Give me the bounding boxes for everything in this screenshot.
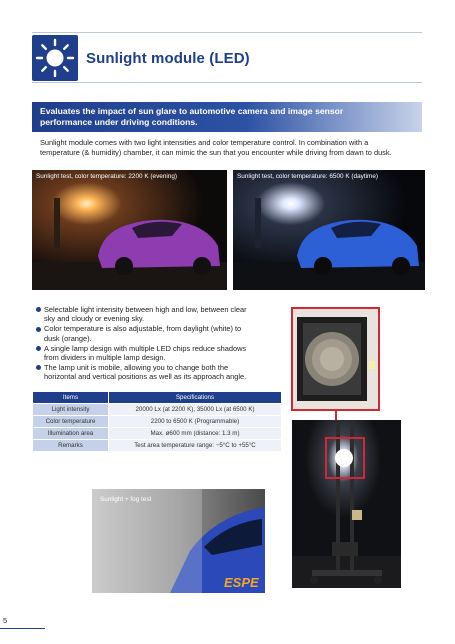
- table-cell-spec: 20000 Lx (at 2200 K), 35000 Lx (at 6500 K): [109, 404, 282, 416]
- table-cell-spec: Max. ø600 mm (distance: 1.3 m): [109, 428, 282, 440]
- intro-line-2: temperature (& humidity) chamber, it can mimic the sun that you encounter while driving from dawn to dusk.: [40, 148, 392, 157]
- list-item: The lamp unit is mobile, allowing you to change both the horizontal and vertical positions as well as its approach angle.: [36, 363, 290, 382]
- intro-paragraph: [40, 138, 416, 158]
- lamp-rig-photo: [292, 420, 401, 588]
- table-cell-item: Color temperature: [33, 416, 109, 428]
- list-item: A single lamp design with multiple LED chips reduce shadows from dividers in multiple lamp design.: [36, 344, 290, 363]
- page-number-rule: [0, 628, 45, 629]
- table-header-items: Items: [33, 392, 109, 404]
- table-cell-item: Illumination area: [33, 428, 109, 440]
- feature-list: [36, 305, 290, 382]
- banner-line-1: Evaluates the impact of sun glare to automotive camera and image sensor: [40, 106, 344, 116]
- header-bottom-rule: [32, 82, 422, 83]
- daytime-test-photo: [233, 170, 425, 290]
- header-top-rule: [32, 32, 422, 33]
- summary-banner: [32, 102, 422, 132]
- bullet-dot-icon: [36, 365, 41, 370]
- sun-icon: [32, 35, 78, 81]
- table-row: [33, 428, 282, 440]
- list-item: Selectable light intensity between high and low, between clear sky and cloudy or evening sky.: [36, 305, 290, 324]
- fog-photo-caption: Sunlight + fog test: [100, 496, 152, 503]
- sunlight-logo: [32, 35, 78, 81]
- table-row: [33, 404, 282, 416]
- lamp-detail-photo: [291, 307, 380, 411]
- daytime-photo-caption: Sunlight test, color temperature: 6500 K (daytime): [237, 173, 379, 180]
- page-title: Sunlight module (LED): [86, 50, 250, 67]
- evening-test-photo: [32, 170, 227, 290]
- table-cell-spec: Test area temperature range: −5°C to +55°C: [109, 440, 282, 452]
- bullet-dot-icon: [36, 307, 41, 312]
- table-row: [33, 416, 282, 428]
- page-number: 5: [3, 616, 8, 625]
- table-cell-item: Light intensity: [33, 404, 109, 416]
- list-item: Color temperature is also adjustable, from daylight (white) to dusk (orange).: [36, 324, 290, 343]
- spec-table: [32, 391, 282, 452]
- bullet-dot-icon: [36, 346, 41, 351]
- table-row: [33, 440, 282, 452]
- table-cell-spec: 2200 to 6500 K (Programmable): [109, 416, 282, 428]
- table-header-row: [33, 392, 282, 404]
- svg-text:ESPE: ESPE: [224, 575, 259, 590]
- banner-line-2: performance under driving conditions.: [40, 117, 198, 127]
- fog-test-photo: [92, 489, 265, 593]
- evening-photo-caption: Sunlight test, color temperature: 2200 K (evening): [36, 173, 178, 180]
- intro-line-1: Sunlight module comes with two light intensities and color temperature control. In combination with a: [40, 138, 369, 147]
- bullet-dot-icon: [36, 327, 41, 332]
- table-header-specifications: Specifications: [109, 392, 282, 404]
- table-cell-item: Remarks: [33, 440, 109, 452]
